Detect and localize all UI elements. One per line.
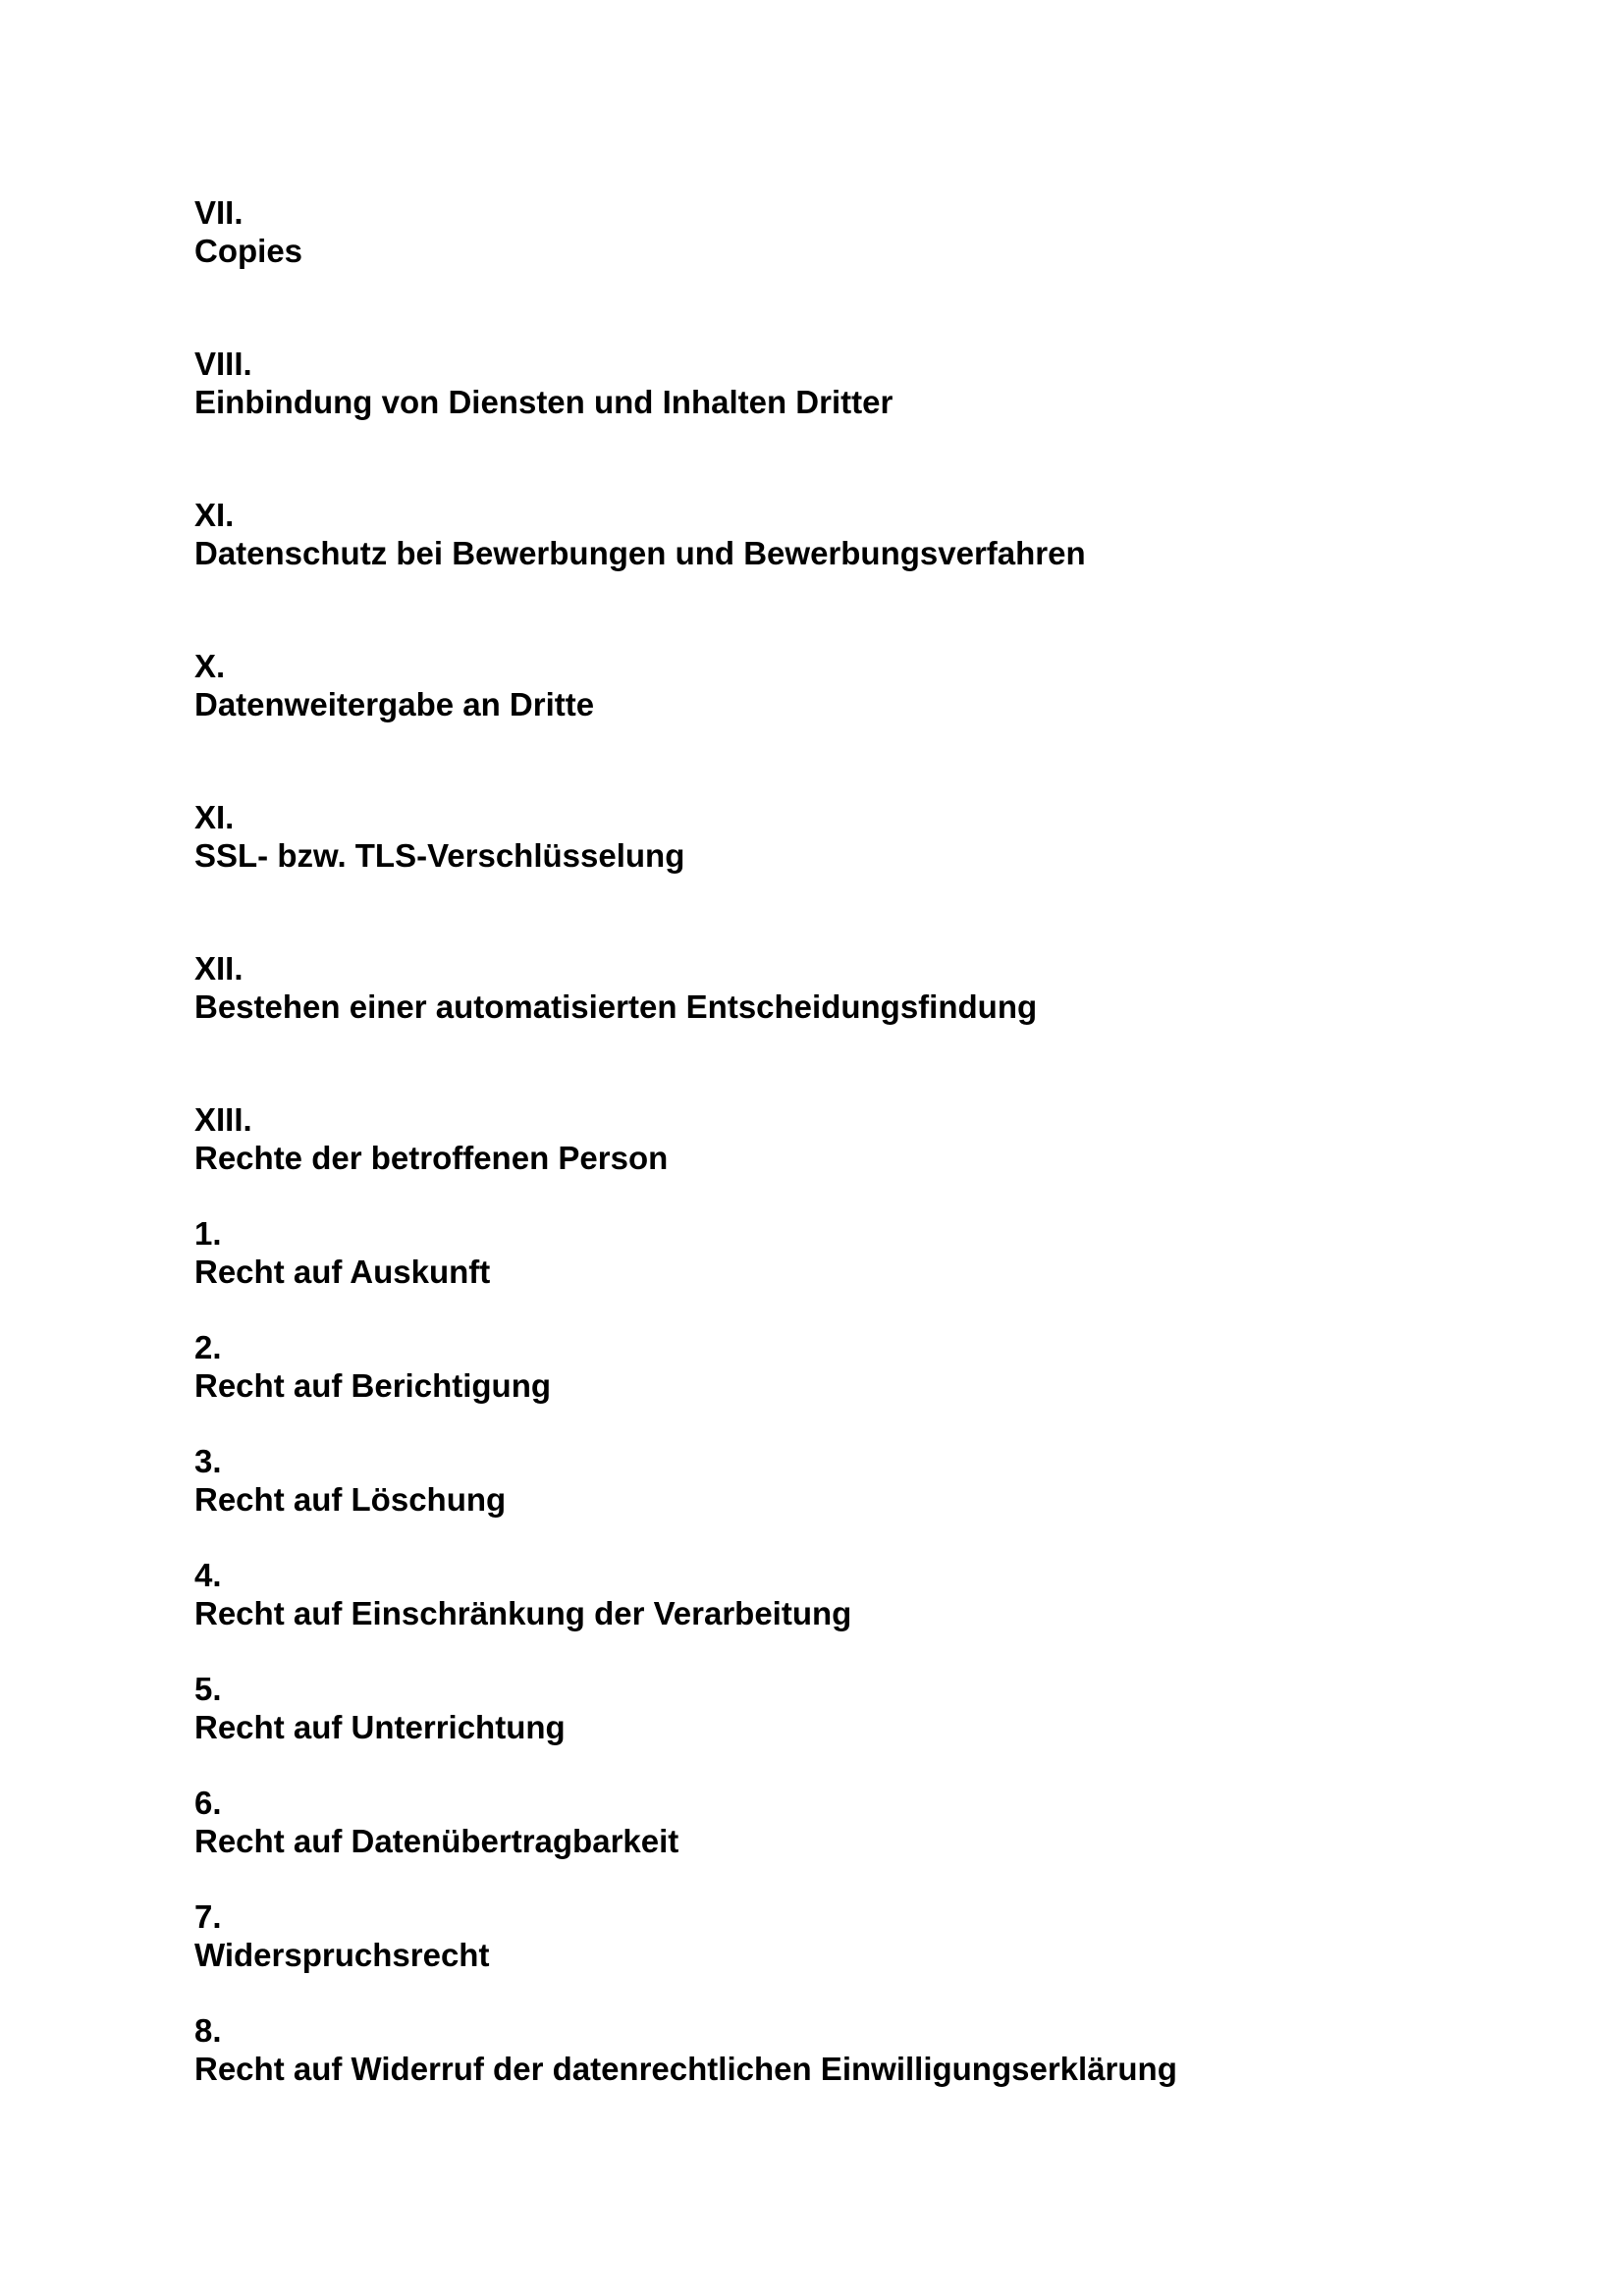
subsection-number: 3. [194, 1443, 222, 1479]
subsection-heading: Recht auf Widerruf der datenrechtlichen Einwilligungserklärung [194, 2050, 1177, 2087]
section-xii [194, 950, 1569, 1026]
subsection-heading: Recht auf Berichtigung [194, 1366, 552, 1404]
subsection-number: 5. [194, 1671, 222, 1707]
subsection-heading: Recht auf Löschung [194, 1480, 507, 1518]
section-numeral: XII. [194, 950, 244, 987]
subsection-number: 4. [194, 1557, 222, 1593]
section-numeral: XI. [194, 799, 235, 835]
subsection-2 [194, 1329, 1569, 1405]
subsection-heading: Recht auf Unterrichtung [194, 1708, 566, 1745]
section-numeral: X. [194, 648, 226, 684]
section-viii [194, 346, 1569, 421]
subsection-1 [194, 1215, 1569, 1291]
subsection-8 [194, 2012, 1569, 2088]
section-numeral: XIII. [194, 1101, 252, 1138]
section-x [194, 648, 1569, 723]
section-xiii [194, 1101, 1569, 1177]
subsection-heading: Widerspruchsrecht [194, 1936, 490, 1973]
subsection-6 [194, 1785, 1569, 1860]
subsection-number: 6. [194, 1785, 222, 1821]
subsection-heading: Recht auf Auskunft [194, 1253, 491, 1290]
section-numeral: XI. [194, 497, 235, 533]
section-numeral: VII. [194, 194, 244, 231]
subsection-3 [194, 1443, 1569, 1519]
subsection-heading: Recht auf Datenübertragbarkeit [194, 1822, 679, 1859]
section-heading: Datenschutz bei Bewerbungen und Bewerbungsverfahren [194, 534, 1086, 571]
section-heading: Einbindung von Diensten und Inhalten Dritter [194, 383, 893, 420]
section-heading: SSL- bzw. TLS-Verschlüsselung [194, 836, 685, 874]
subsection-number: 7. [194, 1898, 222, 1935]
section-numeral: VIII. [194, 346, 252, 382]
section-heading: Rechte der betroffenen Person [194, 1139, 669, 1176]
subsection-7 [194, 1898, 1569, 1974]
subsection-number: 2. [194, 1329, 222, 1365]
subsection-number: 8. [194, 2012, 222, 2049]
subsection-number: 1. [194, 1215, 222, 1252]
section-xi [194, 799, 1569, 875]
section-heading: Copies [194, 232, 303, 269]
section-heading: Bestehen einer automatisierten Entscheidungsfindung [194, 988, 1038, 1025]
section-ix [194, 497, 1569, 572]
subsection-4 [194, 1557, 1569, 1632]
subsection-5 [194, 1671, 1569, 1746]
subsection-heading: Recht auf Einschränkung der Verarbeitung [194, 1594, 852, 1631]
section-heading: Datenweitergabe an Dritte [194, 685, 595, 722]
section-vii [194, 194, 1569, 270]
